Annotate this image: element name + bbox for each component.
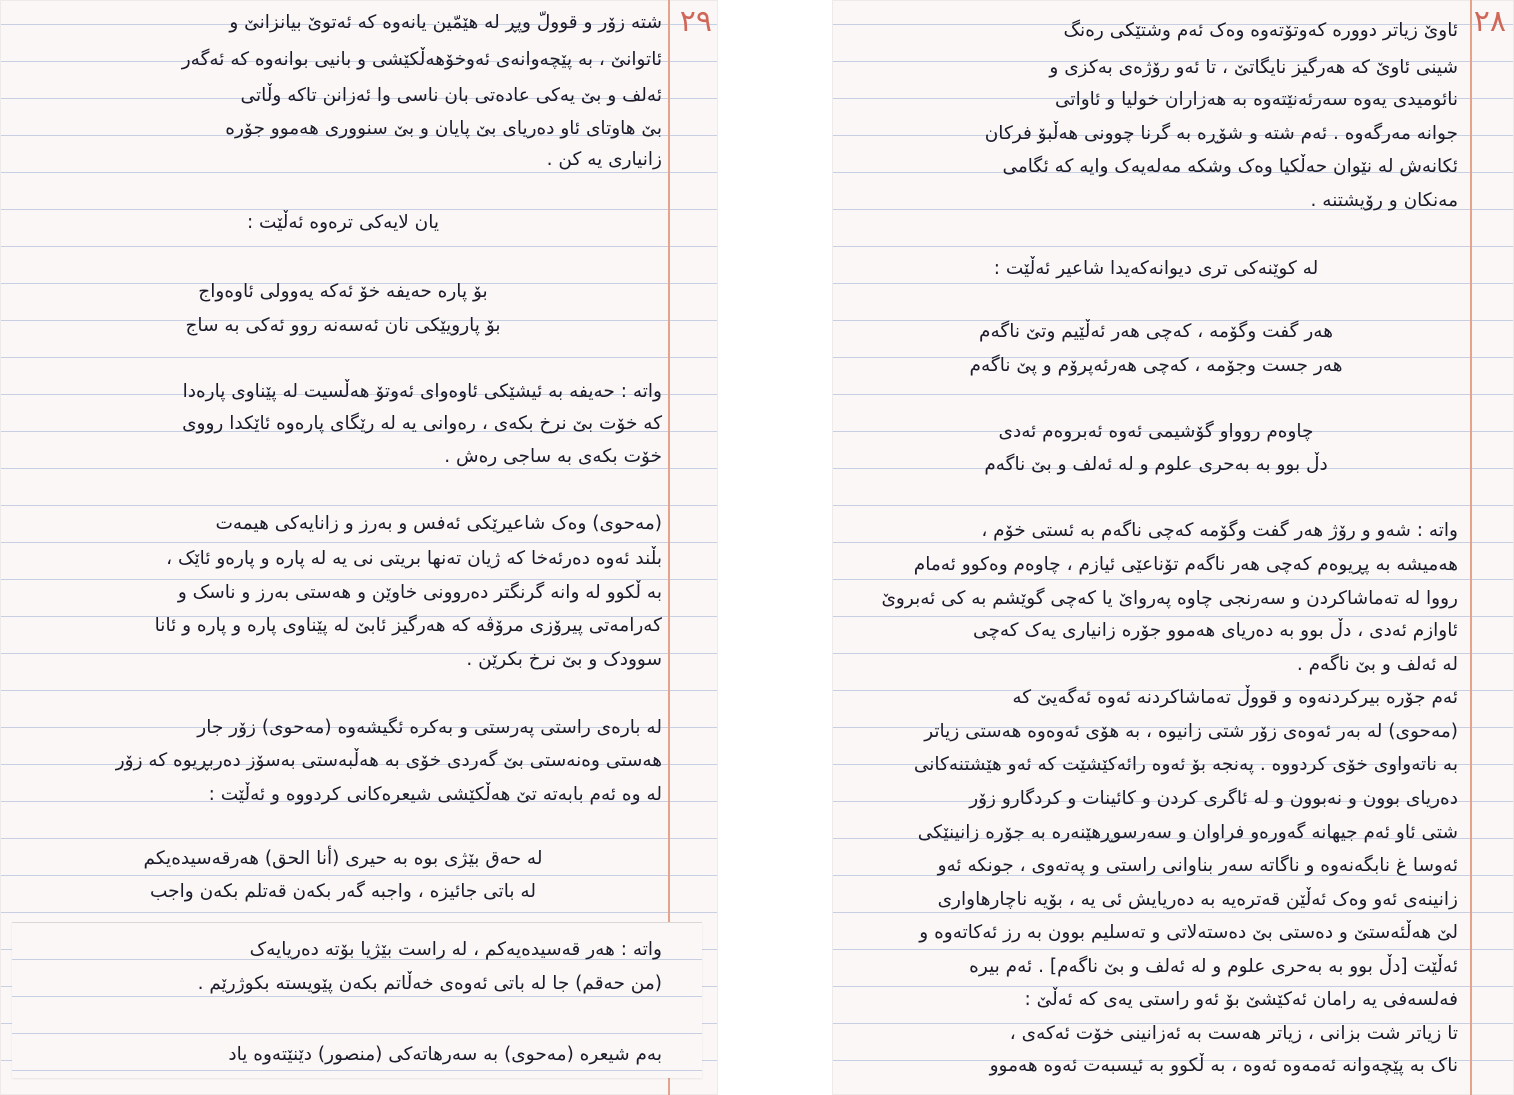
verse-line: لە حەق بێژی بوە بە حیری (أنا الحق) هەرقەسیدەیکم	[143, 848, 543, 869]
text-line: شینی ئاوێ کە هەرگیز نایگاتێ ، تا ئەو رۆژەی بەکزی و	[1049, 57, 1458, 78]
text-line: بێ هاوتای ئاو دەریای بێ پایان و بێ سنووری هەموو جۆرە	[225, 118, 662, 139]
text-line: مەنکان و رۆیشتنە .	[1310, 190, 1458, 211]
text-line: بە ناتەواوی خۆی کردووە . پەنجە بۆ ئەوە رائەکێشێت کە ئەو هێشتنەکانی	[913, 754, 1458, 775]
text-line: سوودک و بێ نرخ بکرێن .	[466, 649, 662, 670]
text-line: ئکانەش لە نێوان حەڵکیا وەک وشکە مەلەیەک وایە کە ئگامی	[1002, 156, 1458, 177]
text-line: (مەحوی) لە بەر ئەوەی زۆر شتی زانیوە ، بە هۆی ئەوەوە هەستی زیاتر	[924, 721, 1458, 742]
text-line: واتە : شەو و رۆژ هەر گفت وگۆمە کەچی ناگەم بە ئستی خۆم ،	[981, 520, 1458, 541]
verse-line: بۆ پارویێکی نان ئەسەنە روو ئەکی بە ساج	[185, 315, 501, 336]
text-line: ئاوازم ئەدی ، دڵ بوو بە دەریای هەموو جۆرە زانیاری یەک کەچی	[973, 620, 1458, 641]
verse-line: دڵ بوو بە بەحری علوم و لە ئەلف و بێ ناگەم	[984, 454, 1328, 475]
text-line: بڵند ئەوە دەرئەخا کە ژیان تەنها بریتی نی یە لە پارە و پارەو ئاێک ،	[166, 548, 662, 569]
margin-rule	[1470, 0, 1472, 1095]
text-line: ناک بە پێچەوانە ئەمەوە ئەوە ، بە ڵکوو بە ئیسبەت ئەوە هەموو	[989, 1055, 1458, 1076]
section-heading: یان لایەکی ترەوە ئەڵێت :	[246, 212, 440, 233]
text-line: ئاتوانێ ، بە پێچەوانەی ئەوخۆهەڵکێشی و بانیی بوانەوە کە ئەگەر	[181, 49, 662, 70]
text-line: ئەڵێت [دڵ بوو بە بەحری علوم و لە ئەلف و بێ ناگەم] . ئەم بیرە	[969, 956, 1458, 977]
text-line: واتە : حەیفە بە ئیشێکی ئاوەوای ئەوتۆ هەڵسیت لە پێناوی پارەدا	[182, 381, 662, 402]
text-line: لە وە ئەم بابەتە تێ هەڵکێشی شیعرەکانی کردووە و ئەڵێت :	[208, 784, 662, 805]
manuscript-page-left	[0, 0, 718, 1095]
text-line: زانینەی ئەو وەک ئەڵێن قەترەیە بە دەریایش ئی یە ، بۆیە ناچارهاواری	[937, 889, 1458, 910]
text-line: ئەلف و بێ یەکی عادەتی بان ناسی وا ئەزانن تاکە وڵاتی	[240, 85, 662, 106]
text-line: کەرامەتی پیرۆزی مرۆڤە کە هەرگیز ئابێ لە پێناوی پارە و پارە و ئانا	[154, 615, 662, 636]
text-line: هەمیشە بە پڕیوەم کەچی هەر ناگەم تۆناعێی ئیازم ، چاوەم وەکوو ئەمام	[913, 554, 1458, 575]
text-line: فەلسەفی یە رامان ئەکێشێ بۆ ئەو راستی یەی کە ئەڵێ :	[1024, 989, 1458, 1010]
text-line: دەریای بوون و نەبوون و لە ئاگری کردن و کائینات و کردگارو زۆر	[969, 788, 1458, 809]
text-line: ئەوسا غ نابگەنەوە و ناگاتە سەر بناوانی راستی و پەتەوی ، جونکە ئەو	[937, 855, 1458, 876]
text-line: زانیاری یە کن .	[546, 149, 662, 170]
text-line: کە خۆت بێ نرخ بکەی ، رەوانی یە لە رێگای پارەوە ئاێکدا رووی	[182, 413, 662, 434]
text-line: جوانە مەرگەوە . ئەم شتە و شۆڕە بە گرنا چوونی هەڵبۆ فرکان	[984, 123, 1458, 144]
text-line: نائومیدی یەوە سەرئەنێتەوە بە هەزاران خولیا و ئاواتی	[1055, 89, 1458, 110]
text-line: (مەحوی) وەک شاعیرێکی ئەفس و بەرز و زانایەکی هیمەت	[215, 513, 662, 534]
text-line: هەستی وەنەستی بێ گەردی خۆی بە هەڵبەستی بەسۆز دەربڕیوە کە زۆر	[115, 750, 662, 771]
text-line: ئەم جۆرە بیرکردنەوە و قووڵ تەماشاکردنە ئەوە ئەگەیێ کە	[1012, 687, 1458, 708]
text-line: بە ڵکوو لە وانە گرنگتر دەروونی خاوێن و هەستی بەرز و ناسک و	[177, 582, 662, 603]
page-number: ٢٨	[1473, 4, 1506, 39]
verse-line: هەر جست وجۆمە ، کەچی هەرئەپرۆم و پێ ناگەم	[969, 355, 1343, 376]
text-line: رووا لە تەماشاکردن و سەرنجی چاوە پەرواێ یا کەچی گوێشم بە کی ئەبروێ	[881, 588, 1458, 609]
section-heading: لە کوێنەکی تری دیوانەکەیدا شاعیر ئەڵێت :	[993, 258, 1319, 279]
page-number: ٢٩	[679, 4, 712, 39]
manuscript-page-right	[832, 0, 1514, 1095]
verse-line: لە باتی جائیزە ، واجبە گەر بکەن قەتلم بکەن واجب	[150, 881, 536, 902]
verse-line: چاوەم روواو گۆشیمی ئەوە ئەبروەم ئەدی	[998, 421, 1314, 442]
text-line: (من حەقم) جا لە باتی ئەوەی خەڵاتم بکەن پێویستە بکوژرێم .	[197, 973, 662, 994]
text-line: لێ هەڵئەستێ و دەستی بێ دەستەلاتی و تەسلیم بوون بە رز ئەکاتەوە و	[919, 922, 1458, 943]
text-line: خۆت بکەی بە ساجی رەش .	[444, 446, 662, 467]
verse-line: بۆ پارە حەیفە خۆ ئەکە یەوولی ئاوەواج	[198, 281, 488, 302]
text-line: شتە زۆر و قوولّ وپڕ لە هێمّین یانەوە کە ئەتوێ بیانزانێ و	[229, 12, 662, 33]
text-line: لە ئەلف و بێ ناگەم .	[1296, 654, 1458, 675]
text-line: بەم شیعرە (مەحوی) بە سەرهاتەکی (منصور) دێنێتەوە یاد	[228, 1044, 662, 1065]
text-line: تا زیاتر شت بزانی ، زیاتر هەست بە ئەزانینی خۆت ئەکەی ،	[1009, 1023, 1458, 1044]
text-line: شتی ئاو ئەم جیهانە گەورەو فراوان و سەرسوڕهێنەرە بە جۆرە زانینێکی	[917, 822, 1458, 843]
verse-line: هەر گفت وگۆمە ، کەچی هەر ئەڵێیم وتێ ناگەم	[979, 321, 1333, 342]
text-line: ئاوێ زیاتر دوورە کەوتۆتەوە وەک ئەم وشتێکی رەنگ	[1063, 20, 1458, 41]
text-line: واتە : هەر قەسیدەیەکم ، لە راست بێژیا بۆتە دەریایەک	[249, 939, 662, 960]
text-line: لە بارەی راستی پەرستی و بەکرە ئگیشەوە (مەحوی) زۆر جار	[197, 717, 662, 738]
